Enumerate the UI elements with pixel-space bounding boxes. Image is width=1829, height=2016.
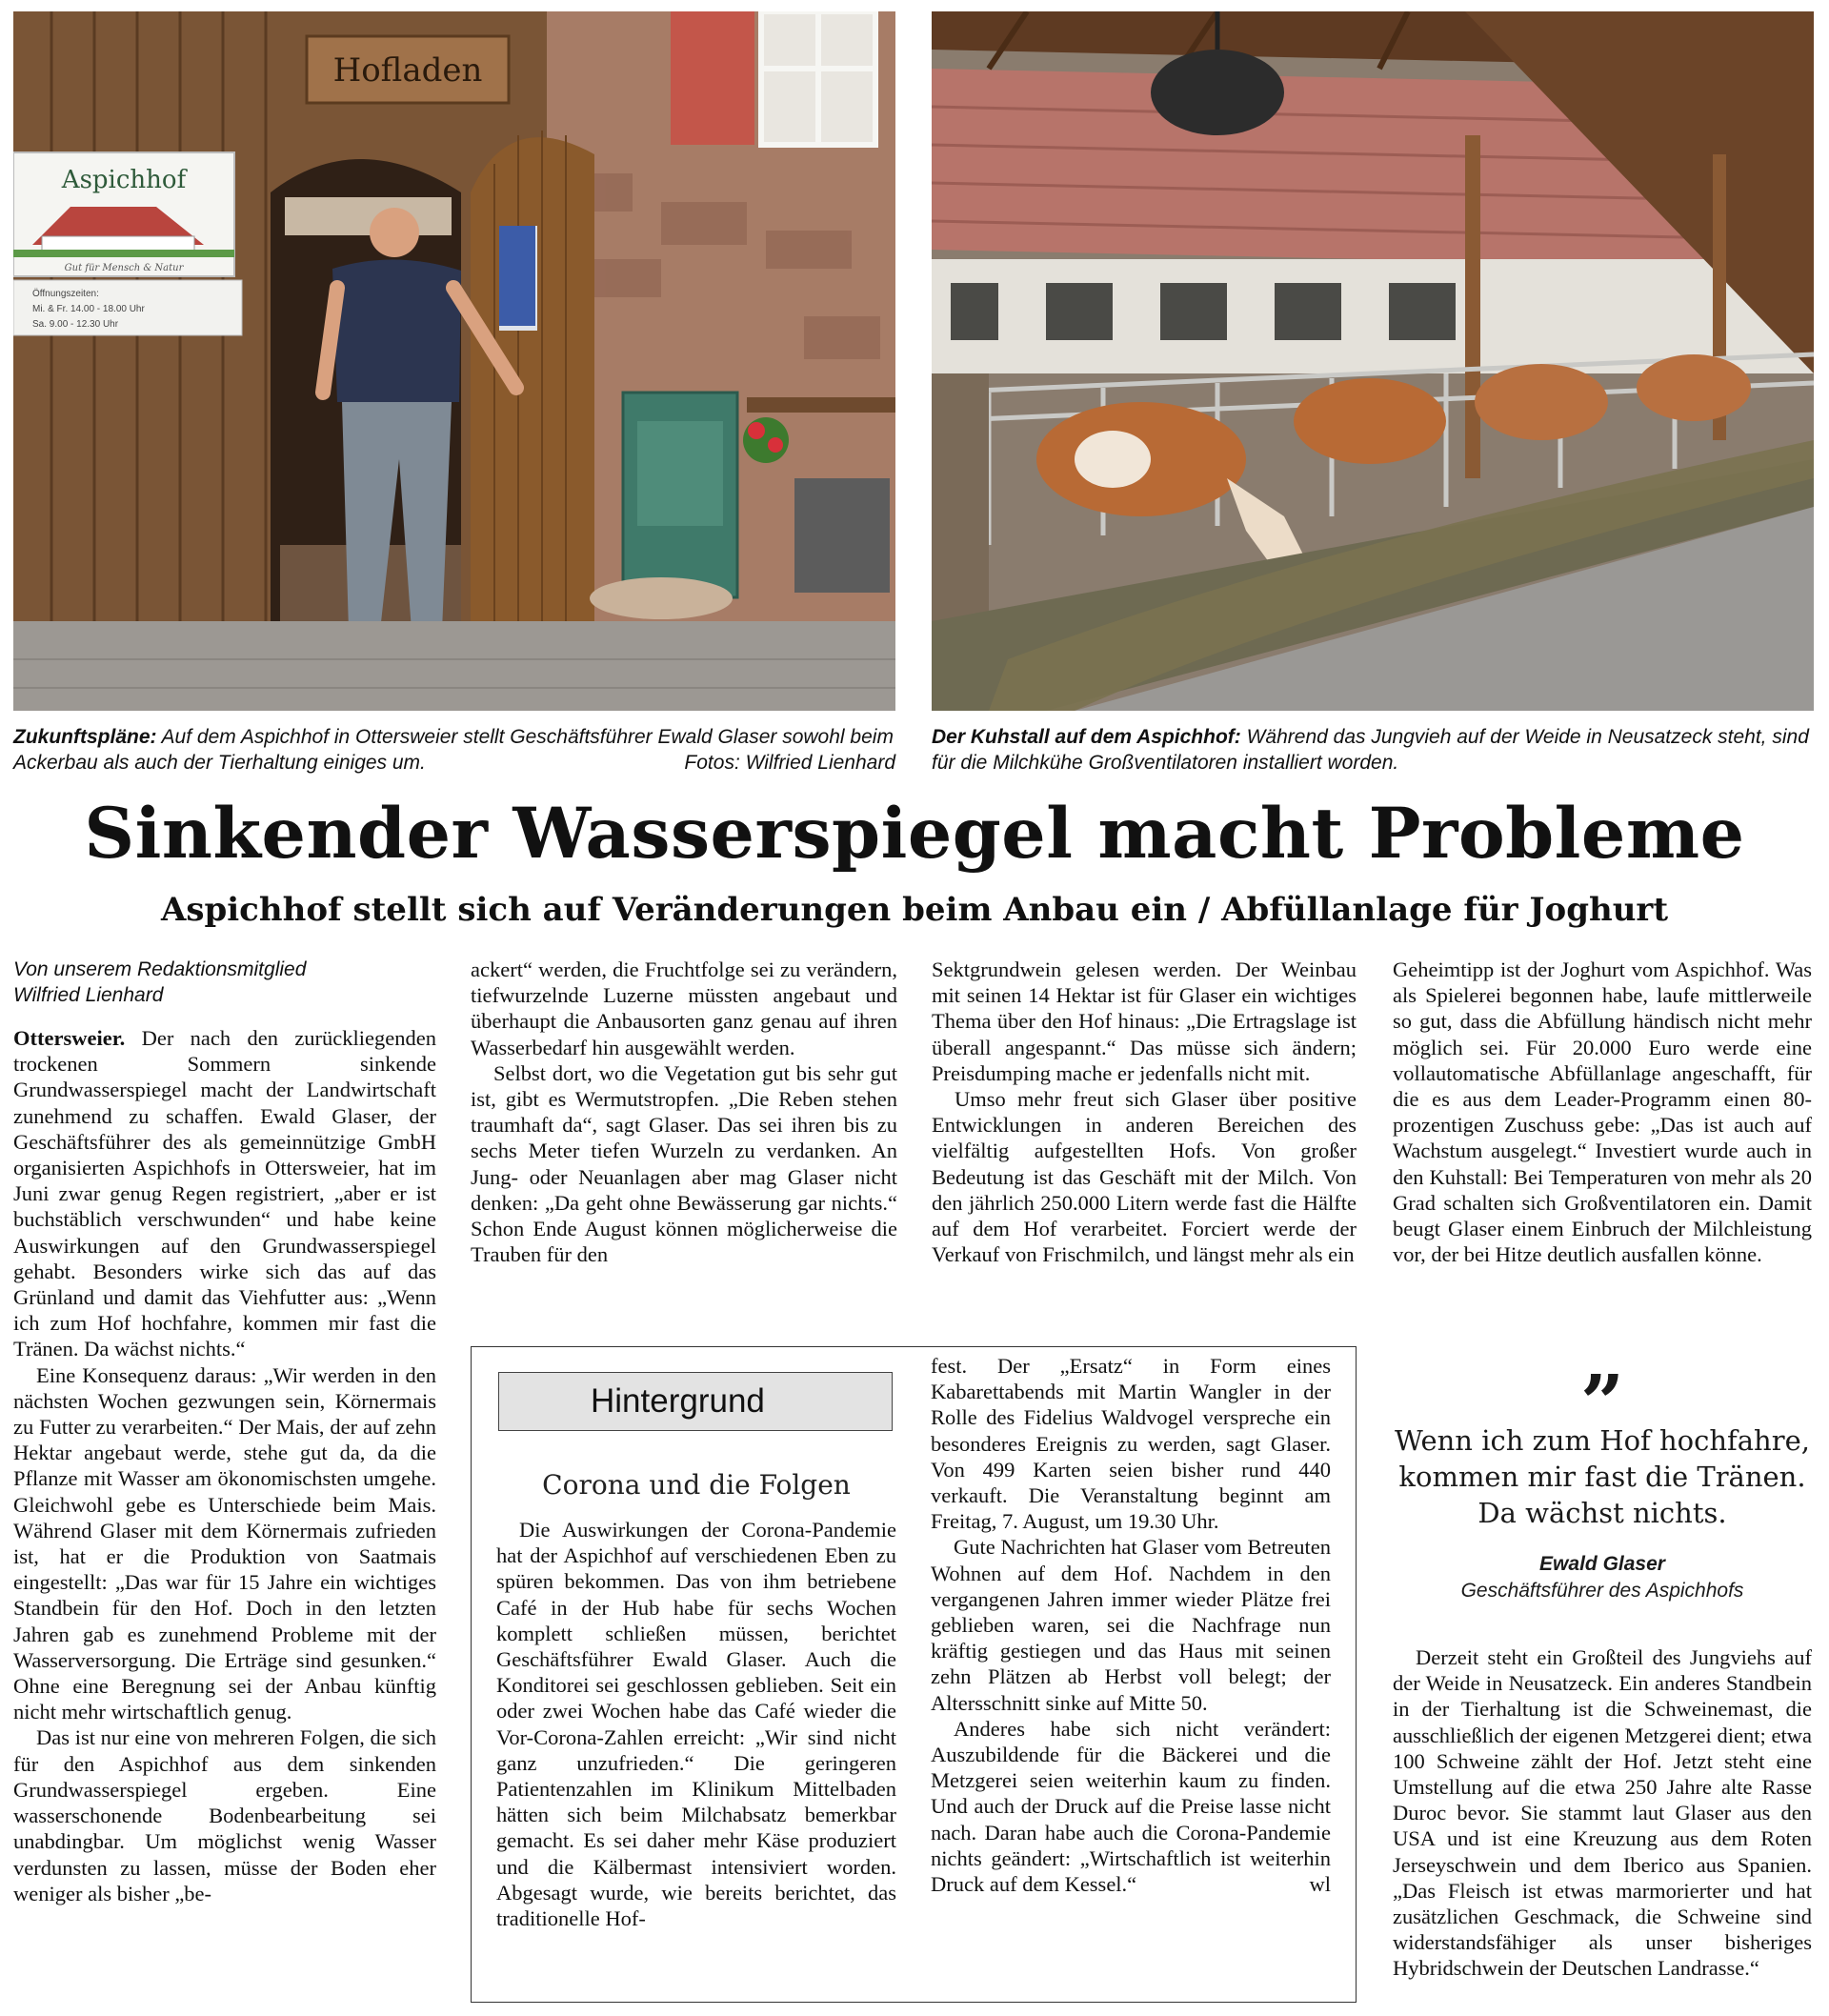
caption-right-text: Während das Jungvieh auf der Weide in Neusatzeck steht, sind für die Milchkühe Großventilatoren installiert worden. (932, 726, 1809, 774)
article-column-2 (471, 957, 897, 1267)
dateline: Ottersweier. (13, 1026, 126, 1050)
hours-row1-text: Mi. & Fr. 14.00 - 18.00 Uhr (32, 304, 145, 314)
sign-hofladen-text: Hofladen (332, 51, 483, 90)
caption-left-title: Zukunftspläne: (13, 726, 157, 748)
infobox-text: Anderes habe sich nicht verändert: Auszubildende für die Bäckerei und die Metzgerei seien weiterhin kaum zu finden. Und auch der Druck auf die Preise lasse nicht nach. Daran habe auch die Corona-Pandemie nichts geändert: „Wirtschaftlich ist weiterhin Druck auf dem Kessel.“ (931, 1716, 1331, 1897)
byline-line1: Von unserem Redaktionsmitglied (13, 958, 307, 980)
sign-aspichhof-text: Aspichhof (61, 166, 187, 194)
photo-cowshed (932, 11, 1814, 711)
article-paragraph (13, 1025, 436, 1362)
pullquote-role: Geschäftsführer des Aspichhofs (1460, 1580, 1744, 1602)
photo-credit: Fotos: Wilfried Lienhard (684, 752, 895, 774)
article-paragraph: Selbst dort, wo die Vegetation gut bis sehr gut ist, gibt es Wermutstropfen. „Die Reben stehen traumhaft da“, sagt Glaser. Das sei ihren bis zu sechs Meter tiefen Wurzeln zu verdanken. An Jung- oder Neuanlagen aber mag Glaser nicht denken: „Da geht ohne Bewässerung gar nichts.“ Schon Ende August können möglicherweise die Trauben für den (471, 1060, 897, 1267)
pullquote-text: Wenn ich zum Hof hochfahre, kommen mir fast die Tränen. Da wächst nichts. (1395, 1424, 1810, 1529)
infobox-paragraph: fest. Der „Ersatz“ in Form eines Kabarettabends mit Martin Wangler in der Rolle des Fidelius Waldvogel verspreche ein besonderes Ereignis zu werden, sagt Glaser. Von 499 Karten seien bisher rund 440 verkauft. Die Veranstaltung beginnt am Freitag, 7. August, um 19.30 Uhr. (931, 1354, 1331, 1534)
background-infobox (471, 1346, 1357, 2003)
article-paragraph: Sektgrundwein gelesen werden. Der Weinbau mit seinen 14 Hektar ist für Glaser ein wichtiges Thema über den Hof hinaus: „Die Ertragslage ist überall angespannt.“ Das müsse sich ändern; Preisdumping mache er jedenfalls nicht mit. (932, 958, 1357, 1085)
caption-right-title: Der Kuhstall auf dem Aspichhof: (932, 726, 1241, 748)
article-column-1 (13, 957, 436, 1906)
byline (13, 957, 436, 1008)
pullquote-author: Ewald Glaser (1539, 1553, 1665, 1575)
infobox-paragraph: Gute Nachrichten hat Glaser vom Betreuten Wohnen auf dem Hof. Nachdem in den vergangenen Jahren immer wieder Plätze frei geblieben waren, sei die Nachfrage nun kräftig gestiegen und das Haus mit seinen zehn Plätzen ab Herbst voll belegt; der Altersschnitt sinke auf Mitte 50. (931, 1535, 1331, 1715)
article-paragraph: Geheimtipp ist der Joghurt vom Aspichhof. Was als Spielerei begonnen habe, laufe mittlerweile so gut, dass die Abfüllung händisch nicht mehr möglich sei. Für 20.000 Euro werde eine vollautomatische Abfüllanlage angeschafft, für die es aus dem Leader-Programm einen 80-prozentigen Zuschuss gebe: „Das ist auch auf Wachstum ausgelegt.“ Investiert wurde auch in den Kuhstall: Bei Temperaturen von mehr als 20 Grad schalten sich Großventilatoren ein. Damit beugt Glaser einem Einbruch der Milchleistung vor, der bei Hitze deutlich ausfallen könne. (1393, 958, 1812, 1267)
cowshed-illustration (932, 11, 1814, 711)
article-paragraph: Das ist nur eine von mehreren Folgen, die sich für den Aspichhof aus dem sinkenden Grundwasserspiegel ergeben. Eine wasserschonende Bodenbearbeitung sei unabdingbar. Um möglichst wenig Wasser verdunsten zu lassen, müsse der Boden eher weniger als bisher „be- (13, 1725, 436, 1905)
quote-mark-icon: ” (1579, 1358, 1624, 1447)
author-sign: wl (1309, 1872, 1331, 1897)
article-text: Der nach den zurückliegenden trockenen Sommern sinkende Grundwasserspiegel macht der Landwirtschaft zunehmend zu schaffen. Ewald Glaser, der Geschäftsführer des als gemeinnützige GmbH organisierten Aspichhofs in Ottersweier, hat im Juni zwar genug Regen registriert, „aber er ist buchstäblich verschwunden“ und habe keine Auswirkungen auf den Grundwasserspiegel gehabt. Besonders wirke sich das auf das Grünland und damit das Viehfutter aus: „Wenn ich zum Hof hochfahre, kommen mir fast die Tränen. Da wächst nichts.“ (13, 1026, 436, 1361)
infobox-paragraph: Die Auswirkungen der Corona-Pandemie hat der Aspichhof auf verschiedenen Eben zu spüren bekommen. Das von ihm betriebene Café in der Hub habe für sechs Wochen komplett schließen müssen, berichtet Geschäftsführer Ewald Glaser. Auch die Konditorei sei geschlossen geblieben. Seit ein oder zwei Wochen habe das Café wieder die Vor-Corona-Zahlen erreicht: „Wir sind nicht ganz unzufrieden.“ Die geringeren Patientenzahlen im Klinikum Mittelbaden hätten sich beim Milchabsatz bemerkbar gemacht. Es sei daher mehr Käse produziert und die Kälbermast intensiviert worden. Abgesagt wurde, wie bereits berichtet, das traditionelle Hof- (496, 1518, 896, 1931)
infobox-column-2 (931, 1353, 1331, 1897)
byline-author: Wilfried Lienhard (13, 984, 164, 1006)
caption-left (13, 724, 895, 776)
infobox-title: Corona und die Folgen (542, 1469, 851, 1501)
infobox-label: Hintergrund (498, 1372, 893, 1431)
article-paragraph: ackert“ werden, die Fruchtfolge sei zu verändern, tiefwurzelnde Luzerne müssten angebaut und überhaupt die Anbausorten ganz genau auf ihren Wasserbedarf hin ausgewählt werden. (471, 958, 897, 1059)
hours-title-text: Öffnungszeiten: (32, 289, 99, 299)
infobox-paragraph (931, 1716, 1331, 1897)
sign-tagline-text: Gut für Mensch & Natur (64, 263, 184, 273)
headline: Sinkender Wasserspiegel macht Probleme (84, 793, 1745, 875)
photo-farm-shop (13, 11, 895, 711)
article-column-3 (932, 957, 1357, 1267)
article-paragraph: Umso mehr freut sich Glaser über positive Entwicklungen in anderen Bereichen des vielfältig aufgestellten Hofs. Von großer Bedeutung ist das Geschäft mit der Milch. Von den jährlich 250.000 Litern werde fast die Hälfte auf dem Hof verarbeitet. Forciert werde der Verkauf von Frischmilch, und längst mehr als ein (932, 1087, 1357, 1267)
subheadline: Aspichhof stellt sich auf Veränderungen beim Anbau ein / Abfüllanlage für Joghurt (160, 891, 1669, 929)
hours-row2-text: Sa. 9.00 - 12.30 Uhr (32, 319, 119, 330)
caption-left-text: Auf dem Aspichhof in Ottersweier stellt Geschäftsführer Ewald Glaser sowohl beim Ackerbau als auch der Tierhaltung einiges um. (13, 726, 894, 774)
article-column-4-continued (1393, 1644, 1812, 1982)
caption-right (932, 724, 1814, 776)
article-paragraph: Derzeit steht ein Großteil des Jungviehs auf der Weide in Neusatzeck. Ein anderes Standbein in der Tierhaltung ist die Schweinemast, die ausschließlich der eigenen Metzgerei dient; etwa 100 Schweine zählt der Hof. Jetzt steht eine Umstellung auf die etwa 250 Jahre alte Rasse Duroc bevor. Sie stammt laut Glaser aus den USA und ist eine Kreuzung aus dem Roten Jerseyschwein und dem Iberico aus Spanien. „Das Fleisch ist etwas marmorierter und hat zusätzlichen Geschmack, die Schweine sind widerstandsfähiger als unser bisheriges Hybridschwein der Deutschen Landrasse.“ (1393, 1645, 1812, 1981)
infobox-column-1 (496, 1517, 896, 1931)
farm-shop-illustration (13, 11, 895, 711)
article-column-4 (1393, 957, 1812, 1267)
article-paragraph: Eine Konsequenz daraus: „Wir werden in den nächsten Wochen gezwungen sein, Körnermais zu Futter zu verarbeiten.“ Der Mais, der auf zehn Hektar angebaut werde, stehe gut da, da die Pflanze mit Wasser am ökonomischsten umgehe. Gleichwohl gebe es Unterschiede beim Mais. Während Glaser mit dem Körnermais zufrieden ist, hat er die Produktion von Saatmais eingestellt: „Das war für 15 Jahre ein wichtiges Standbein für den Hof. Doch in den letzten Jahren gab es zunehmend Probleme mit der Wasserversorgung. Die Erträge sind gesunken.“ Ohne eine Beregnung sei der Anbau künftig nicht mehr wirtschaftlich genug. (13, 1362, 436, 1724)
